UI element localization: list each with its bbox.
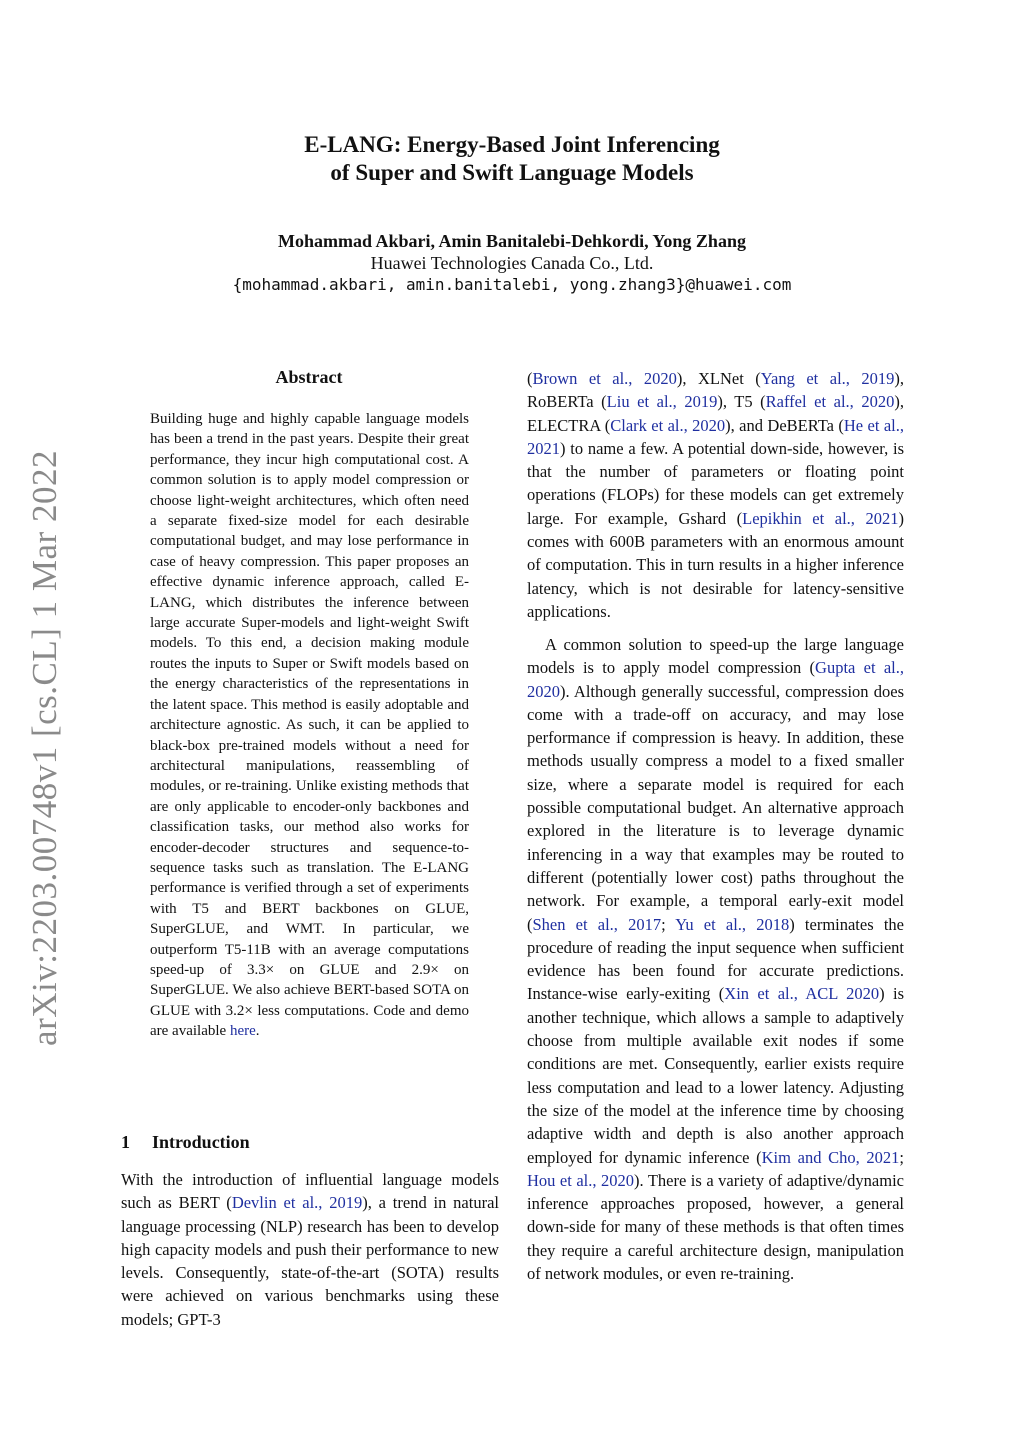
text-run: A common solution to speed-up the large language models is to apply model compression ( bbox=[527, 635, 904, 678]
abstract-end: . bbox=[255, 1023, 260, 1040]
intro-paragraph-1 bbox=[121, 1168, 499, 1331]
paper-title bbox=[0, 131, 1024, 187]
citation-link[interactable]: Hou et al., 2020 bbox=[527, 1170, 634, 1190]
text-run: ). Although generally successful, compression does come with a trade-off on accuracy, and may lose performance if compression is heavy. In addition, these methods usually compress a model to a fixed smaller size, where a separate model is required for each possible computational budget. An alternative approach explored in the literature is to leverage dynamic inferencing in a way that examples may be routed to different (potentially lower cost) paths throughout the network. For example, a temporal early-exit model ( bbox=[527, 681, 904, 934]
text-run: ) terminates the procedure of reading the input sequence when sufficient evidence has been found for accurate predictions. Instance-wise early-exiting ( bbox=[527, 914, 904, 1004]
text-run: ) comes with 600B parameters with an enormous amount of computation. This in turn results in a higher inference latency, which is not desirable for latency-sensitive applications. bbox=[527, 508, 904, 621]
section-number: 1 bbox=[121, 1132, 130, 1152]
text-run: ), XLNet ( bbox=[676, 369, 761, 388]
intro-paragraph-continued bbox=[527, 367, 904, 623]
text-run: ), a trend in natural language processing (NLP) research has been to develop high capacity models and push their performance to new levels. Consequently, state-of-the-art (SOTA) results were achieved on various benchmarks using these models; GPT-3 bbox=[121, 1193, 499, 1329]
intro-paragraph-2 bbox=[527, 633, 904, 1285]
section-heading-introduction bbox=[121, 1131, 250, 1153]
citation-link[interactable]: Yu et al., 2018 bbox=[675, 914, 790, 934]
citation-link[interactable]: Liu et al., 2019 bbox=[606, 392, 718, 412]
text-run: ), ELECTRA ( bbox=[527, 392, 904, 435]
citation-link[interactable]: He et al., 2021 bbox=[527, 415, 904, 458]
text-run: ), and DeBERTa ( bbox=[725, 415, 844, 435]
text-run: ; bbox=[899, 1147, 904, 1167]
citation-link[interactable]: Yang et al., 2019 bbox=[760, 369, 895, 388]
citation-link[interactable]: Lepikhin et al., 2021 bbox=[742, 508, 899, 528]
citation-link[interactable]: Kim and Cho, 2021 bbox=[761, 1147, 900, 1167]
text-run: ), T5 ( bbox=[717, 392, 766, 412]
citation-link[interactable]: Gupta et al., 2020 bbox=[527, 658, 904, 701]
author-emails: {mohammad.akbari, amin.banitalebi, yong.zhang3}@huawei.com bbox=[232, 275, 792, 294]
abstract-body bbox=[150, 409, 469, 1042]
section-title: Introduction bbox=[152, 1132, 250, 1152]
affiliation: Huawei Technologies Canada Co., Ltd. bbox=[370, 253, 654, 273]
text-run: ), RoBERTa ( bbox=[527, 369, 904, 412]
citation-link[interactable]: Brown et al., 2020 bbox=[532, 369, 677, 388]
text-run: ; bbox=[661, 914, 676, 934]
arxiv-stamp: arXiv:2203.00748v1 [cs.CL] 1 Mar 2022 bbox=[25, 450, 64, 1046]
citation-link[interactable]: Shen et al., 2017 bbox=[532, 914, 662, 934]
title-line-2: of Super and Swift Language Models bbox=[330, 160, 694, 185]
text-run: ). There is a variety of adaptive/dynamic inference approaches proposed, however, a general down-side for many of these methods is that often times they require a careful architecture design, manipulation of network modules, or even re-training. bbox=[527, 1170, 904, 1284]
text-run: With the introduction of influential language models such as BERT ( bbox=[121, 1170, 499, 1213]
author-list: Mohammad Akbari, Amin Banitalebi-Dehkordi, Yong Zhang bbox=[278, 231, 746, 251]
citation-link[interactable]: Raffel et al., 2020 bbox=[765, 392, 895, 412]
text-run: ( bbox=[527, 369, 533, 388]
citation-link[interactable]: Devlin et al., 2019 bbox=[231, 1193, 363, 1213]
title-line-1: E-LANG: Energy-Based Joint Inferencing bbox=[304, 132, 720, 157]
abstract-heading: Abstract bbox=[275, 367, 343, 387]
abstract-text: Building huge and highly capable language models has been a trend in the past years. Despite their great performance, they incur high computational cost. A common solution is to apply model compression or choose light-weight architectures, which often need a separate fixed-size model for each desirable computational budget, and may lose performance in case of heavy compression. This paper proposes an effective dynamic inference approach, called E-LANG, which distributes the inference between large accurate Super-models and light-weight Swift models. To this end, a decision making module routes the inputs to Super or Swift models based on the energy characteristics of the representations in the latent space. This method is easily adoptable and architecture agnostic. As such, it can be applied to black-box pre-trained models without a need for architectural manipulations, reassembling of modules, or re-training. Unlike existing methods that are only applicable to encoder-only backbones and classification tasks, our method also works for encoder-decoder structures and sequence-to-sequence tasks such as translation. The E-LANG performance is verified through a set of experiments with T5 and BERT backbones on GLUE, SuperGLUE, and WMT. In particular, we outperform T5-11B with an average computations speed-up of 3.3× on GLUE and 2.9× on SuperGLUE. We also achieve BERT-based SOTA on GLUE with 3.2× less computations. Code and demo are available bbox=[150, 411, 469, 1040]
citation-link[interactable]: Xin et al., ACL 2020 bbox=[724, 984, 880, 1004]
code-link[interactable]: here bbox=[229, 1023, 256, 1040]
citation-link[interactable]: Clark et al., 2020 bbox=[610, 415, 726, 435]
text-run: ) to name a few. A potential down-side, however, is that the number of parameters or floating point operations (FLOPs) for these models can get extremely large. For example, Gshard ( bbox=[527, 438, 904, 528]
text-run: ) is another technique, which allows a sample to adaptively choose from multiple available exit nodes if some conditions are met. Consequently, earlier exists require less computation and lead to a lower latency. Adjusting the size of the model at the inference time by choosing adaptive width and depth is also another approach employed for dynamic inference ( bbox=[527, 984, 905, 1167]
